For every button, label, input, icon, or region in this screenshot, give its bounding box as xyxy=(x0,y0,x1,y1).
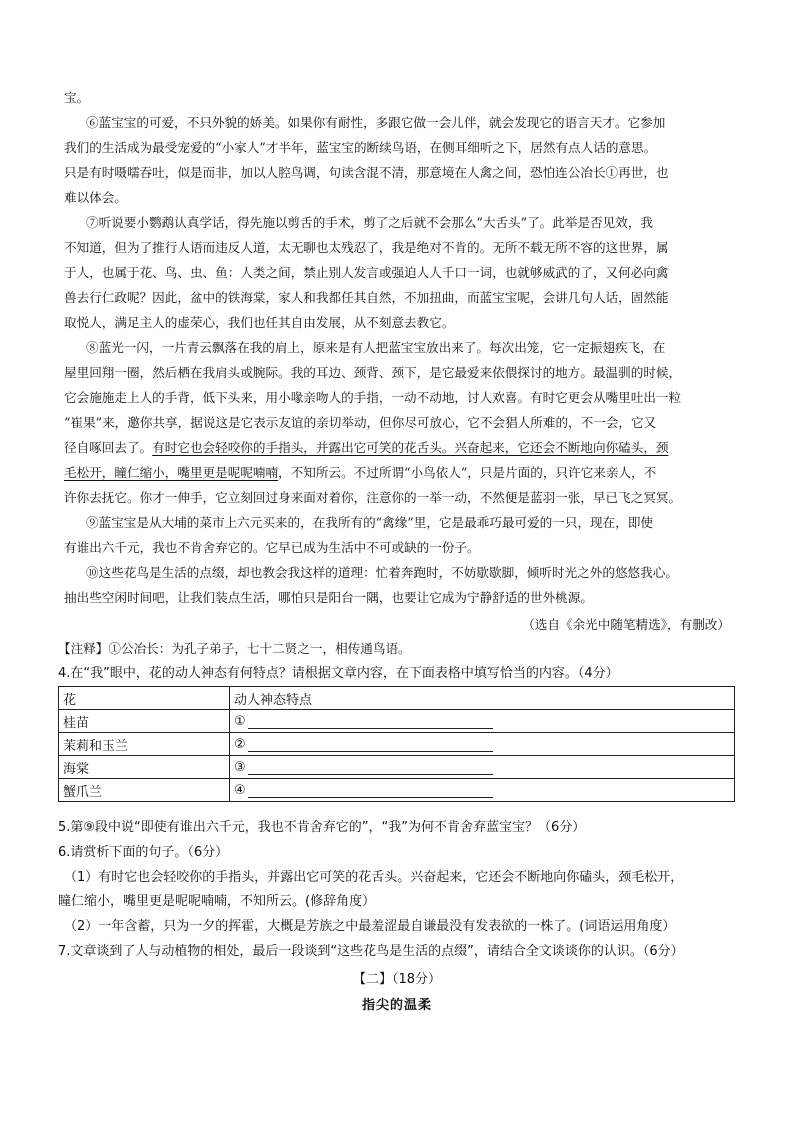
passage-line: 屋里回翔一圈，然后栖在我肩头或腕际。我的耳边、颈背、颈下，是它最爱来依偎探讨的地方。最温驯的时候， xyxy=(64,365,682,380)
flower-name: 茉莉和玉兰 xyxy=(59,733,230,756)
answer-blank[interactable] xyxy=(248,783,493,798)
answer-table xyxy=(58,686,735,802)
table-row xyxy=(59,733,735,756)
answer-blank[interactable] xyxy=(248,714,493,729)
passage-line: 兽去行仁政呢？因此，盆中的铁海棠，家人和我都任其自然，不加扭曲，而蓝宝宝呢，会讲几句人话，固然能 xyxy=(64,290,669,305)
table-row xyxy=(59,756,735,779)
table-header: 花 xyxy=(59,687,230,710)
passage-line: “崔果”来，邀你共享，据说这是它表示友谊的亲切举动，但你尽可放心，它不会猖人所难的，不一会，它又 xyxy=(64,415,657,430)
passage-line: 它会施施走上人的手背，低下头来，用小喙亲吻人的手指，一动不动地，讨人欢喜。有时它更会从嘴里吐出一粒 xyxy=(64,390,682,405)
flower-name: 海棠 xyxy=(59,756,230,779)
passage-line: ⑧蓝光一闪，一片青云飘落在我的肩上，原来是有人把蓝宝宝放出来了。每次出笼，它一定振翅疾飞，在 xyxy=(86,340,666,355)
passage-line: ⑨蓝宝宝是从大埔的菜市上六元买来的，在我所有的“禽缘”里，它是最乖巧最可爱的一只，现在，即使 xyxy=(86,515,654,530)
section-title: 指尖的温柔 xyxy=(361,998,432,1013)
answer-cell[interactable] xyxy=(230,710,735,733)
question-6: 6.请赏析下面的句子。（6分） xyxy=(58,845,229,860)
question-7: 7.文章谈到了人与动植物的相处，最后一段谈到“这些花鸟是生活的点缀”，请结合全文谈谈你的认识。（6分） xyxy=(58,944,684,959)
passage-text: 径自啄回去了。 xyxy=(64,440,153,455)
question-6-2: （2）一年含蓄，只为一夕的挥霍，大概是芳族之中最羞涩最自谦最没有发表欲的一株了。(词语运用角度） xyxy=(64,919,676,934)
table-row xyxy=(59,779,735,802)
footnote: 【注释】①公冶长：为孔子弟子，七十二贤之一，相传通鸟语。 xyxy=(58,641,411,656)
passage-line: 取悦人，满足主人的虚荣心，我们也任其自由发展，从不刻意去教它。 xyxy=(64,315,455,330)
passage-text: ，不知所云。不过所谓“小鸟依人”，只是片面的，只许它来亲人，不 xyxy=(278,465,657,480)
passage-line: ⑦听说要小鹦鹉认真学话，得先施以剪舌的手术，剪了之后就不会那么“大舌头”了。此举是否见效，我 xyxy=(86,215,654,230)
flower-name: 桂苗 xyxy=(59,710,230,733)
section-label: 【二】（18分） xyxy=(352,972,442,987)
passage-line: 有谁出六千元，我也不肯舍弃它的。它早已成为生活中不可或缺的一份子。 xyxy=(64,540,480,555)
passage-line: 难以体会。 xyxy=(64,190,127,205)
table-header: 动人神态特点 xyxy=(230,687,735,710)
passage-line: ⑩这些花鸟是生活的点缀，却也教会我这样的道理：忙着奔跑时，不妨歇歇脚，倾听时光之外的悠悠我心。 xyxy=(86,565,678,580)
passage-line: 于人，也属于花、鸟、虫、鱼：人类之间，禁止别人发言或强迫人人千口一词，也就够威武的了，又何必向禽 xyxy=(64,265,669,280)
question-5: 5.第⑨段中说“即使有谁出六千元，我也不肯舍弃它的”，“我”为何不肯舍弃蓝宝宝？（6分） xyxy=(58,820,586,835)
underlined-sentence: 毛松开，瞳仁缩小，嘴里更是呢呢喃喃 xyxy=(64,465,279,480)
answer-marker: ④ xyxy=(234,782,246,798)
underlined-sentence: 有时它也会轻咬你的手指头，并露出它可笑的花舌头。兴奋起来，它还会不断地向你磕头，颈 xyxy=(152,440,669,455)
passage-line-mixed xyxy=(64,436,730,460)
answer-cell[interactable] xyxy=(230,756,735,779)
passage-line: ⑥蓝宝宝的可爱，不只外貌的娇美。如果你有耐性，多跟它做一会儿伴，就会发现它的语言天才。它参加 xyxy=(86,115,666,130)
answer-marker: ② xyxy=(234,736,246,752)
answer-cell[interactable] xyxy=(230,779,735,802)
question-6-1: （1）有时它也会轻咬你的手指头，并露出它可笑的花舌头。兴奋起来，它还会不断地向你磕头，颈毛松开， xyxy=(64,870,684,885)
passage-line: 许你去抚它。你才一伸手，它立刻回过身来面对着你，注意你的一举一动，不然便是蓝羽一张，早已飞之冥冥。 xyxy=(64,490,682,505)
flower-name: 蟹爪兰 xyxy=(59,779,230,802)
passage-line: 不知道，但为了推行人语而违反人道，太无聊也太残忍了，我是绝对不肯的。无所不载无所不容的这世界，属 xyxy=(64,240,669,255)
passage-line: 只是有时嗫嚅吞吐，似是而非，加以人腔鸟调，句读含混不清，那意境在人禽之间，恐怕连公冶长①再世，也 xyxy=(64,165,669,180)
passage-line-mixed xyxy=(64,461,730,485)
passage-source: （选自《余光中随笔精选》，有删改） xyxy=(522,617,730,632)
question-6-1-cont: 瞳仁缩小，嘴里更是呢呢喃喃，不知所云。(修辞角度） xyxy=(58,894,376,909)
answer-cell[interactable] xyxy=(230,733,735,756)
answer-marker: ③ xyxy=(234,759,246,775)
answer-blank[interactable] xyxy=(248,760,493,775)
passage-line: 宝。 xyxy=(64,90,90,105)
table-row xyxy=(59,710,735,733)
answer-marker: ① xyxy=(234,713,246,729)
question-4: 4.在“我”眼中，花的动人神态有何特点？请根据文章内容，在下面表格中填写恰当的内容。（4分） xyxy=(58,666,619,681)
answer-blank[interactable] xyxy=(248,737,493,752)
passage-line: 抽出些空闲时间吧，让我们装点生活，哪怕只是阳台一隅，也要让它成为宁静舒适的世外桃源。 xyxy=(64,590,593,605)
passage-line: 我们的生活成为最受宠爱的“小家人”才半年，蓝宝宝的断续鸟语，在侧耳细听之下，居然有点人话的意思。 xyxy=(64,140,657,155)
table-header-row xyxy=(59,687,735,710)
